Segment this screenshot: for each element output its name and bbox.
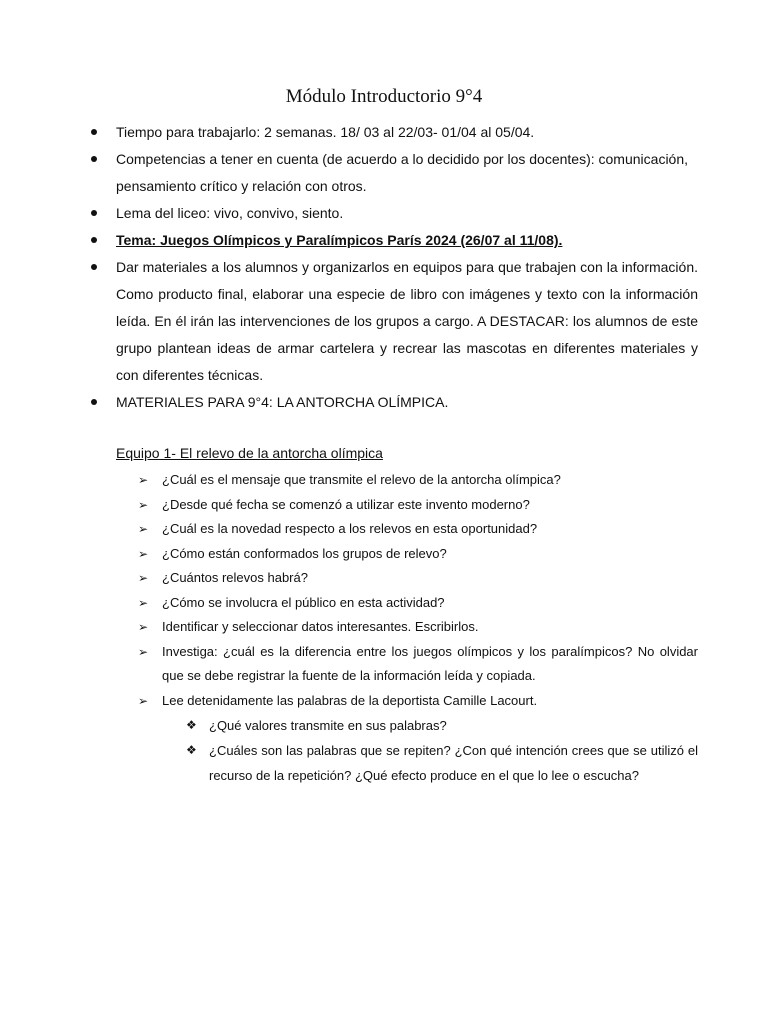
question-item <box>138 566 698 591</box>
bullet-text: Competencias a tener en cuenta (de acuerdo a lo decidido por los docentes): comunicación, pensamiento crítico y relación con otros. <box>116 151 689 194</box>
bullet-materials-instructions <box>88 254 698 389</box>
bullet-text: Lema del liceo: vivo, convivo, siento. <box>116 205 344 221</box>
bullet-materials-title <box>88 389 698 416</box>
question-item <box>138 615 698 640</box>
bullet-dot-icon <box>91 156 97 162</box>
bullet-competencies <box>88 146 698 200</box>
diamond-bullet-icon: ❖ <box>186 718 197 732</box>
arrow-bullet-icon: ➢ <box>138 620 149 634</box>
question-text: ¿Cuántos relevos habrá? <box>162 570 308 585</box>
question-item <box>138 689 698 714</box>
arrow-bullet-icon: ➢ <box>138 595 149 610</box>
arrow-bullet-icon: ➢ <box>138 473 149 487</box>
bullet-text: Tema: Juegos Olímpicos y Paralímpicos París 2024 (26/07 al 11/08). <box>116 232 563 248</box>
question-text: ¿Cuál es la novedad respecto a los relevos en esta oportunidad? <box>162 521 538 536</box>
question-text: ¿Cómo están conformados los grupos de relevo? <box>162 545 447 561</box>
question-item <box>138 542 698 567</box>
arrow-bullet-icon: ➢ <box>138 693 149 708</box>
page-title: Módulo Introductorio 9°4 <box>285 86 483 107</box>
bullet-motto <box>88 200 698 227</box>
question-item <box>138 640 698 689</box>
bullet-dot-icon <box>91 237 97 243</box>
arrow-bullet-icon: ➢ <box>138 546 149 561</box>
bullet-text: MATERIALES PARA 9°4: LA ANTORCHA OLÍMPICA. <box>116 394 449 410</box>
subquestion-text: ¿Qué valores transmite en sus palabras? <box>209 718 447 733</box>
bullet-dot-icon <box>91 264 97 270</box>
bullet-time <box>88 119 698 146</box>
subquestion-item <box>186 738 698 788</box>
arrow-bullet-icon: ➢ <box>138 522 149 536</box>
question-item <box>138 468 698 493</box>
question-text: ¿Cuál es el mensaje que transmite el relevo de la antorcha olímpica? <box>162 472 561 487</box>
subquestion-text: ¿Cuáles son las palabras que se repiten? ¿Con qué intención crees que se utilizó el recurso de la repetición? ¿Qué efecto produce en el que lo lee o escucha? <box>209 743 698 783</box>
bullet-dot-icon <box>91 399 97 405</box>
arrow-bullet-icon: ➢ <box>138 571 149 585</box>
bullet-dot-icon <box>91 210 97 216</box>
subquestion-list <box>186 713 698 788</box>
question-item <box>138 591 698 616</box>
question-item <box>138 493 698 518</box>
question-text: Lee detenidamente las palabras de la deportista Camille Lacourt. <box>162 692 538 708</box>
bullet-list <box>88 119 698 416</box>
bullet-dot-icon <box>91 129 97 135</box>
bullet-text: Tiempo para trabajarlo: 2 semanas. 18/ 03 al 22/03- 01/04 al 05/04. <box>116 124 535 140</box>
team-heading: Equipo 1- El relevo de la antorcha olímpica <box>116 445 383 461</box>
arrow-bullet-icon: ➢ <box>138 644 149 659</box>
question-text: Investiga: ¿cuál es la diferencia entre los juegos olímpicos y los paralímpicos? No olvidar que se debe registrar la fuente de la información leída y copiada. <box>162 643 698 683</box>
subquestion-item <box>186 713 698 738</box>
bullet-text: Dar materiales a los alumnos y organizarlos en equipos para que trabajen con la información. Como producto final, elaborar una especie de libro con imágenes y texto con la información leída. En él irán las intervenciones de los grupos a cargo. A DESTACAR: los alumnos de este grupo plantean ideas de armar cartelera y recrear las mascotas en diferentes materiales y con diferentes técnicas. <box>116 259 698 383</box>
bullet-theme <box>88 227 698 254</box>
question-text: ¿Cómo se involucra el público en esta actividad? <box>162 594 445 610</box>
question-list <box>138 468 698 713</box>
question-text: Identificar y seleccionar datos interesantes. Escribirlos. <box>162 619 479 634</box>
question-item <box>138 517 698 542</box>
arrow-bullet-icon: ➢ <box>138 497 149 512</box>
question-text: ¿Desde qué fecha se comenzó a utilizar este invento moderno? <box>162 496 530 512</box>
diamond-bullet-icon: ❖ <box>186 743 197 757</box>
